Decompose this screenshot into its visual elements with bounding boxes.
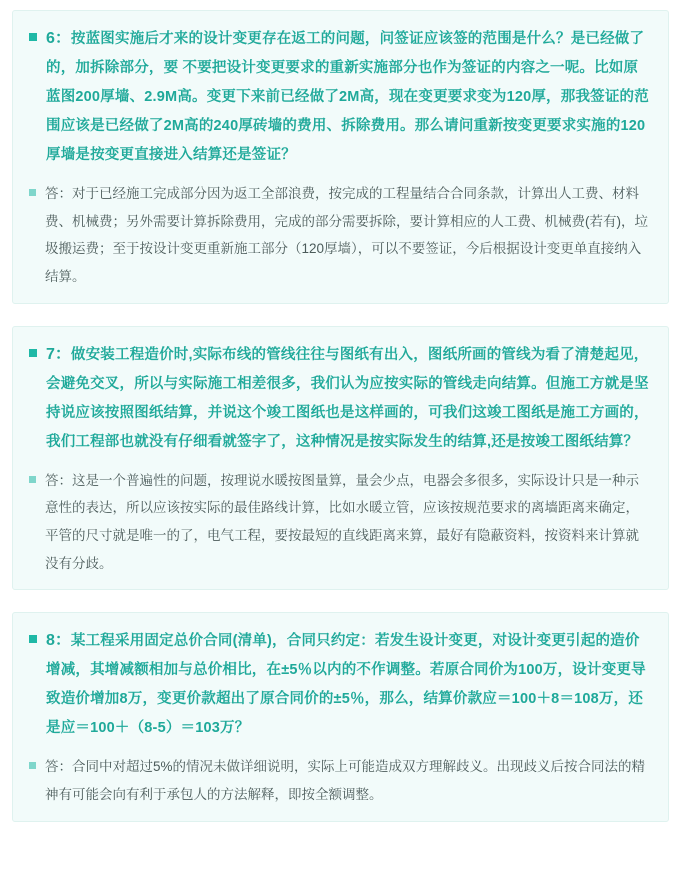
answer-text: 对于已经施工完成部分因为返工全部浪费，按完成的工程量结合合同条款，计算出人工费、材料费、机械费；另外需要计算拆除费用，完成的部分需要拆除，要计算相应的人工费、机械费(若有)，垃圾搬运费；至于按设计变更重新施工部分（120厚墙），可以不要签证，今后根据设计变更单直接纳入结算。: [45, 186, 648, 285]
question-text: 按蓝图实施后才来的设计变更存在返工的问题，问签证应该签的范围是什么？是已经做了的，加拆除部分，要 不要把设计变更要求的重新实施部分也作为签证的内容之一呢。比如原蓝图200厚墙、2.9M高。变更下来前已经做了2M高，现在变更要求变为120厚，那我签证的范围应该是已经做了2M高的240厚砖墙的费用、拆除费用。那么请问重新按变更要求实施的120厚墙是按变更直接进入结算还是签证？: [46, 31, 649, 163]
question-text: 做安装工程造价时,实际布线的管线往往与图纸有出入，图纸所画的管线为看了清楚起见，会避免交叉，所以与实际施工相差很多，我们认为应按实际的管线走向结算。但施工方就是坚持说应该按照图纸结算，并说这个竣工图纸也是这样画的，可我们这竣工图纸是施工方画的，我们工程部也就没有仔细看就签字了，这种情况是按实际发生的结算,还是按竣工图纸结算？: [46, 346, 649, 450]
qa-card: [12, 10, 669, 304]
square-bullet-icon: [29, 762, 36, 769]
qa-card: [12, 612, 669, 821]
question-body: [46, 627, 652, 743]
question-block: [29, 341, 652, 457]
square-bullet-icon: [29, 189, 36, 196]
answer-block: [29, 180, 652, 291]
qa-card: [12, 326, 669, 591]
question-body: [46, 25, 652, 170]
question-text: 某工程采用固定总价合同(清单)，合同只约定：若发生设计变更，对设计变更引起的造价增减，其增减额相加与总价相比，在±5％以内的不作调整。若原合同价为100万，设计变更导致造价增加8万，变更价款超出了原合同价的±5％，那么，结算价款应＝100＋8＝108万，还是应＝100＋（8-5）＝103万？: [46, 633, 646, 737]
question-number: 7：: [46, 345, 71, 363]
question-number: 8：: [46, 632, 71, 650]
answer-label: 答：: [45, 759, 72, 775]
answer-text: 这是一个普遍性的问题，按理说水暖按图量算，量会少点，电器会多很多，实际设计只是一种示意性的表达，所以应该按实际的最佳路线计算，比如水暖立管，应该按规范要求的离墙距离来确定，平管的尺寸就是唯一的了，电气工程，要按最短的直线距离来算，最好有隐蔽资料，按资料来计算就没有分歧。: [45, 472, 639, 571]
question-block: [29, 627, 652, 743]
square-bullet-icon: [29, 476, 36, 483]
square-bullet-icon: [29, 33, 37, 41]
answer-label: 答：: [45, 472, 72, 488]
question-body: [46, 341, 652, 457]
answer-label: 答：: [45, 186, 72, 201]
square-bullet-icon: [29, 349, 37, 357]
answer-body: [45, 467, 652, 578]
answer-block: [29, 467, 652, 578]
answer-body: [45, 180, 652, 291]
question-number: 6：: [46, 30, 71, 47]
answer-block: [29, 753, 652, 808]
question-block: [29, 25, 652, 170]
answer-text: 合同中对超过5%的情况未做详细说明，实际上可能造成双方理解歧义。出现歧义后按合同法的精神有可能会向有利于承包人的方法解释，即按全额调整。: [45, 759, 646, 803]
answer-body: [45, 753, 652, 808]
square-bullet-icon: [29, 635, 37, 643]
